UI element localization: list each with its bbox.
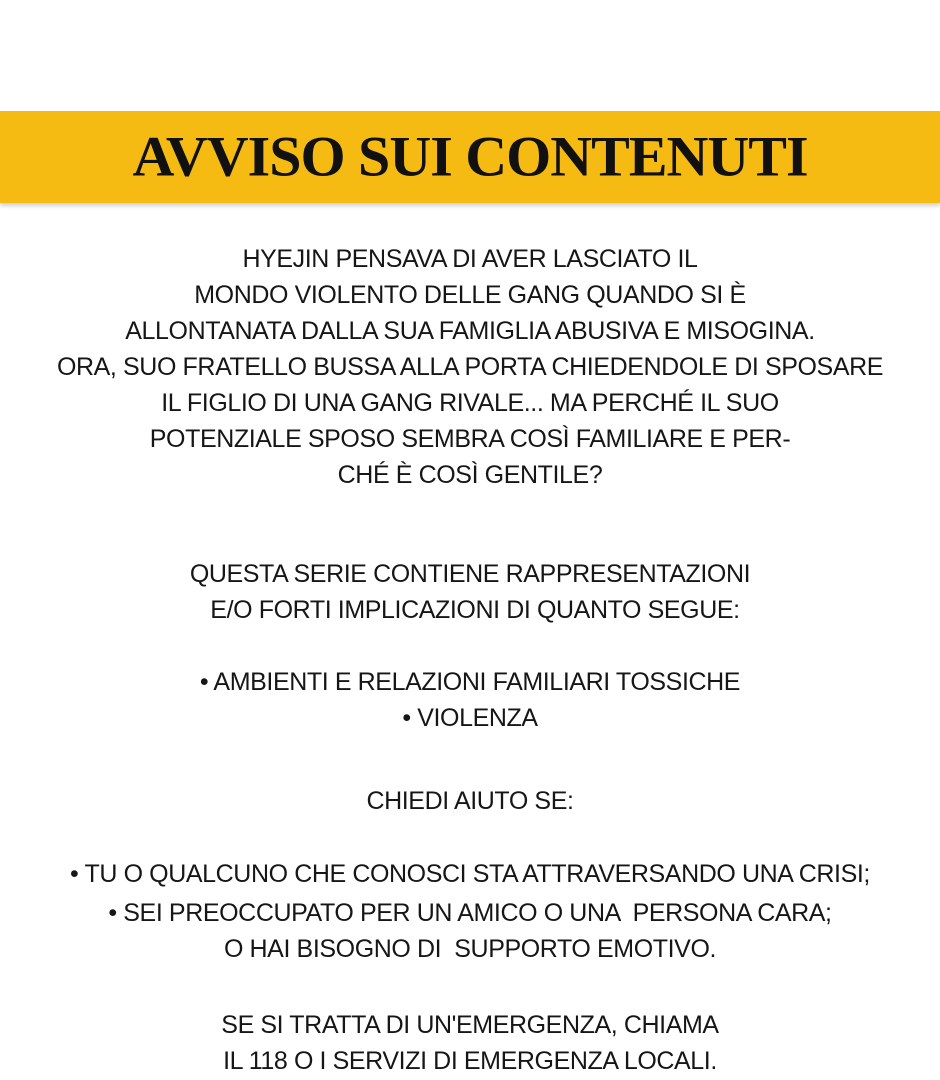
emergency-line: SE SI TRATTA DI UN'EMERGENZA, CHIAMA — [221, 1011, 719, 1039]
emergency-notice — [0, 1007, 940, 1079]
warning-item: • AMBIENTI E RELAZIONI FAMILIARI TOSSICHE — [199, 668, 741, 696]
content-warning-intro — [0, 556, 940, 628]
warning-intro-line: QUESTA SERIE CONTIENE RAPPRESENTAZIONI — [189, 560, 751, 588]
page-title: AVVISO SUI CONTENUTI — [132, 124, 808, 189]
synopsis-line: HYEJIN PENSAVA DI AVER LASCIATO IL — [242, 245, 698, 273]
synopsis-line: ALLONTANATA DALLA SUA FAMIGLIA ABUSIVA E MISOGINA. — [125, 317, 815, 345]
warning-item: • VIOLENZA — [402, 704, 538, 732]
synopsis-line: CHÉ È COSÌ GENTILE? — [337, 461, 603, 489]
help-heading: CHIEDI AIUTO SE: — [366, 787, 574, 815]
synopsis-line: IL FIGLIO DI UNA GANG RIVALE... MA PERCHÉ IL SUO — [161, 389, 779, 417]
help-list — [0, 855, 940, 969]
help-item: • SEI PREOCCUPATO PER UN AMICO O UNA PERSONA CARA; — [108, 899, 832, 927]
help-item: O HAI BISOGNO DI SUPPORTO EMOTIVO. — [223, 935, 717, 963]
content-warning-list — [0, 664, 940, 736]
synopsis-line: ORA, SUO FRATELLO BUSSA ALLA PORTA CHIEDENDOLE DI SPOSARE — [56, 353, 884, 381]
warning-intro-line: E/O FORTI IMPLICAZIONI DI QUANTO SEGUE: — [210, 596, 740, 624]
synopsis-text — [0, 241, 940, 493]
synopsis-line: POTENZIALE SPOSO SEMBRA COSÌ FAMILIARE E PER- — [149, 425, 791, 453]
emergency-line: IL 118 O I SERVIZI DI EMERGENZA LOCALI. — [223, 1047, 717, 1075]
help-item: • TU O QUALCUNO CHE CONOSCI STA ATTRAVERSANDO UNA CRISI; — [70, 860, 870, 888]
synopsis-line: MONDO VIOLENTO DELLE GANG QUANDO SI È — [194, 281, 746, 309]
